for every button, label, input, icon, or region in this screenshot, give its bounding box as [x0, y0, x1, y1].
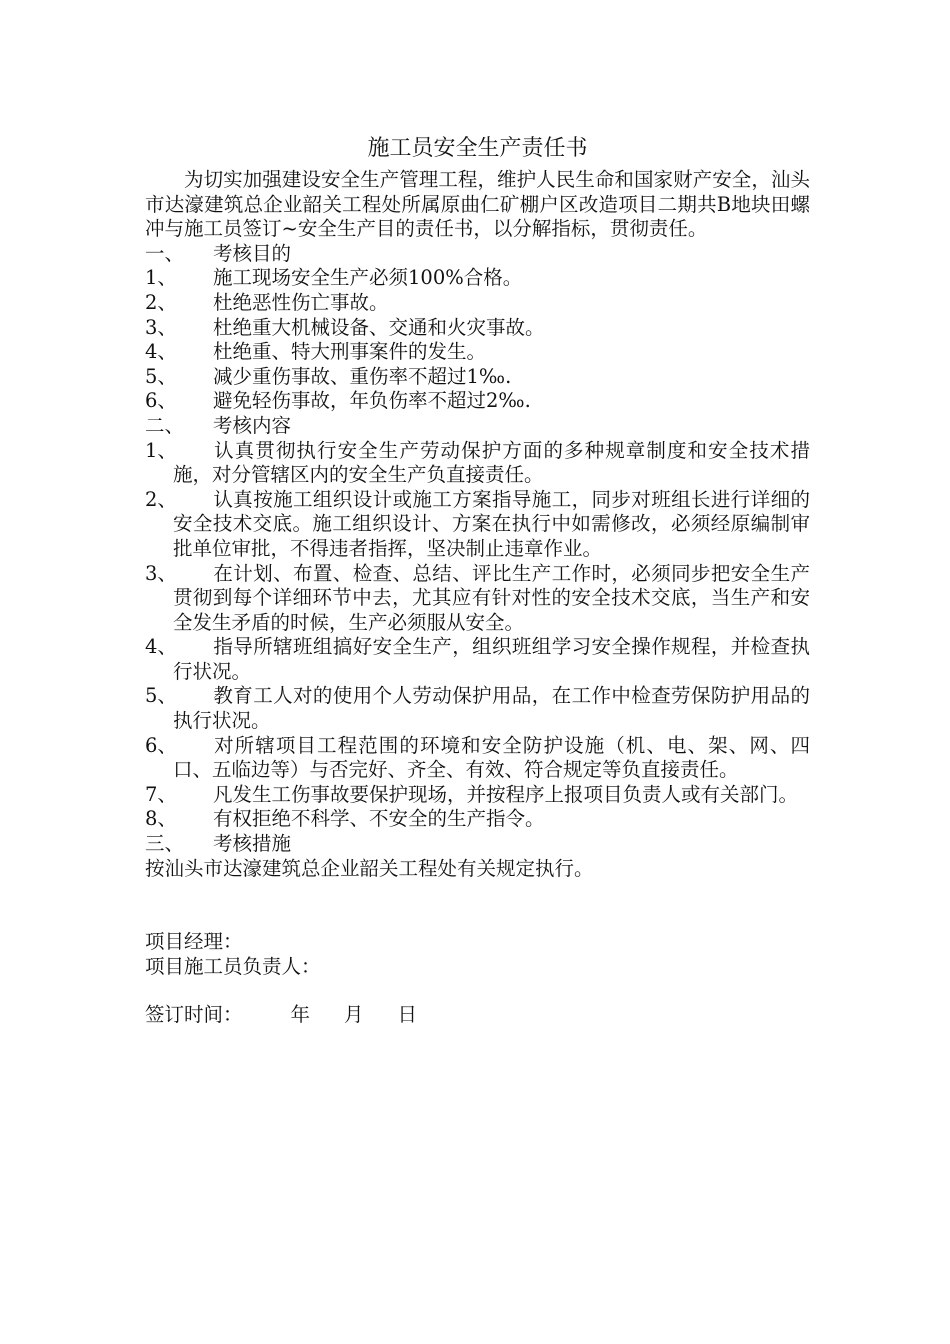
document-title: 施工员安全生产责任书 [367, 136, 588, 161]
section-number: 二、 [145, 413, 185, 437]
project-manager-label: 项目经理： [145, 930, 243, 954]
list-item [145, 635, 810, 684]
item-number: 6、 [145, 389, 177, 413]
item-text: 认真贯彻执行安全生产劳动保护方面的多种规章制度和安全技术措施，对分管辖区内的安全生产负直接责任。 [173, 438, 810, 487]
item-text: 指导所辖班组搞好安全生产，组织班组学习安全操作规程，并检查执行状况。 [173, 635, 810, 683]
section-title: 考核目的 [213, 241, 292, 265]
month-label: 月 [344, 1003, 364, 1027]
sign-date-line [145, 1003, 810, 1028]
item-text: 减少重伤事故、重伤率不超过1‰. [213, 364, 512, 388]
item-number: 3、 [145, 561, 177, 585]
item-text: 认真按施工组织设计或施工方案指导施工，同步对班组长进行详细的安全技术交底。施工组织设计、方案在执行中如需修改，必须经原编制审批单位审批，不得违者指挥，坚决制止违章作业。 [173, 487, 810, 560]
section-heading-3 [145, 832, 810, 857]
section-title: 考核内容 [213, 413, 292, 437]
list-item [145, 783, 810, 808]
list-item [145, 488, 810, 562]
list-item [145, 316, 810, 341]
item-number: 2、 [145, 290, 177, 314]
item-number: 4、 [145, 635, 177, 659]
item-text: 杜绝重、特大刑事案件的发生。 [213, 340, 487, 364]
item-number: 4、 [145, 340, 177, 364]
supervisor-label: 项目施工员负责人： [145, 954, 321, 978]
list-item [145, 340, 810, 365]
item-text: 对所辖项目工程范围的环境和安全防护设施（机、电、架、网、四口、五临边等）与否完好、齐全、有效、符合规定等负直接责任。 [173, 733, 810, 782]
list-item [145, 389, 810, 414]
item-number: 2、 [145, 487, 177, 511]
section-number: 一、 [145, 241, 185, 265]
day-label: 日 [397, 1003, 418, 1027]
section-number: 三、 [145, 832, 185, 856]
section-1-list [145, 266, 810, 414]
spacer [145, 979, 810, 1003]
list-item [145, 562, 810, 636]
intro-paragraph: 为切实加强建设安全生产管理工程，维护人民生命和国家财产安全，汕头市达濠建筑总企业韶关工程处所属原曲仁矿棚户区改造项目二期共B地块田螺冲与施工员签订~安全生产目的责任书，以分解指标，贯彻责任。 [145, 168, 810, 241]
section-heading-1 [145, 242, 810, 267]
section-2-list [145, 439, 810, 833]
list-item [145, 439, 810, 488]
item-text: 有权拒绝不科学、不安全的生产指令。 [213, 807, 545, 831]
item-number: 1、 [145, 266, 177, 290]
measures-text: 按汕头市达濠建筑总企业韶关工程处有关规定执行。 [145, 856, 594, 880]
item-number: 8、 [145, 807, 177, 831]
list-item [145, 365, 810, 390]
item-text: 在计划、布置、检查、总结、评比生产工作时，必须同步把安全生产贯彻到每个详细环节中去，尤其应有针对性的安全技术交底，当生产和安全发生矛盾的时候，生产必须服从安全。 [173, 561, 810, 634]
item-number: 6、 [145, 733, 177, 757]
list-item [145, 807, 810, 832]
item-text: 杜绝重大机械设备、交通和火灾事故。 [213, 315, 545, 339]
spacer [145, 881, 810, 930]
section-heading-2 [145, 414, 810, 439]
list-item [145, 734, 810, 783]
item-text: 施工现场安全生产必须100%合格。 [213, 266, 523, 290]
item-number: 1、 [145, 438, 177, 462]
item-text: 避免轻伤事故，年负伤率不超过2‰. [213, 389, 531, 413]
year-label: 年 [290, 1003, 311, 1027]
item-text: 教育工人对的使用个人劳动保护用品，在工作中检查劳保防护用品的执行状况。 [173, 684, 810, 733]
item-text: 杜绝恶性伤亡事故。 [213, 290, 389, 314]
list-item [145, 266, 810, 291]
item-text: 凡发生工伤事故要保护现场，并按程序上报项目负责人或有关部门。 [213, 782, 799, 806]
sign-date-label: 签订时间： [145, 1003, 243, 1027]
document-body [145, 134, 810, 1028]
item-number: 5、 [145, 364, 177, 388]
item-number: 7、 [145, 782, 177, 806]
section-title: 考核措施 [213, 832, 292, 856]
item-number: 5、 [145, 684, 177, 708]
item-number: 3、 [145, 315, 177, 339]
list-item [145, 684, 810, 733]
list-item [145, 291, 810, 316]
